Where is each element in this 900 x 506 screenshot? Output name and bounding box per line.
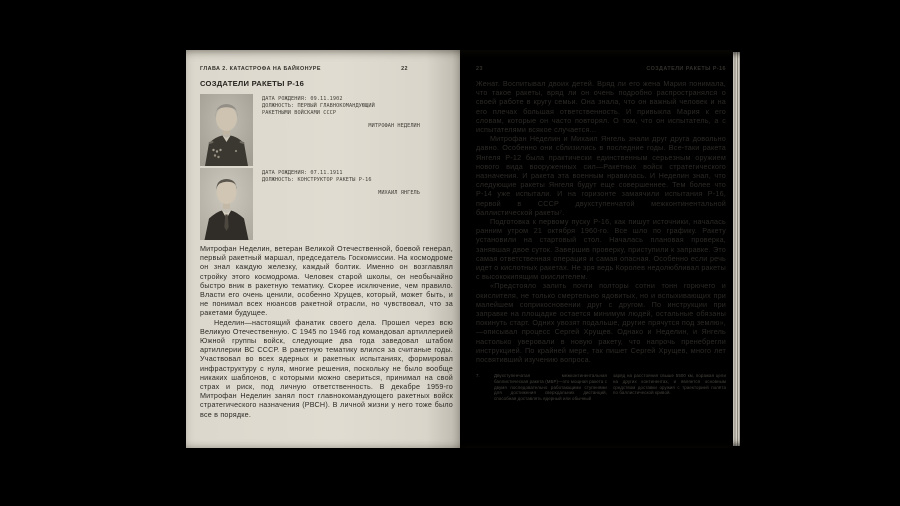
nedelin-name: МИТРОФАН НЕДЕЛИН bbox=[368, 123, 420, 129]
right-running-header-row bbox=[476, 66, 726, 72]
book-spread bbox=[186, 50, 740, 448]
paragraph: Подготовка к первому пуску Р-16, как пишут источники, началась ранним утром 21 октября 1960-го. Все шло по графику. Ракету установили на стартовый стол. Началась плановая проверка, занявшая двое суток. Завершив проверку, приступили к заправке. Это самая ответственная операция и самая опасная. Особенно если речь идет о кислотных ракетах. Не зря ведь Королев недолюбливал ракеты с высококипящим окислителем. bbox=[476, 217, 726, 282]
left-page bbox=[186, 50, 460, 448]
paragraph: Митрофан Неделин, ветеран Великой Отечественной, боевой генерал, первый ракетный маршал, председатель Госкомиссии. На космодроме он знал каждую железку, каждый болтик. Именно он возглавлял стройку этого космодрома. Человек старой школы, он необычайно быстро вник в ракетную тематику. Скорее исключение, чем правило. Власти его очень ценили, особенно Хрущев, который, может быть, и не понимал всех нюансов ракетной отрасли, но чувствовал, что за ракетами будущее. bbox=[200, 244, 453, 318]
paragraph: Неделин—настоящий фанатик своего дела. Прошел через всю Великую Отечественную. С 1945 по 1946 год командовал артиллерией Южной группы войск, следующие два года заведовал штабом артиллерии ВС СССР. В ракетную тематику влился за считаные годы. Участвовал во всех ядерных и ракетных испытаниях, формировал инфраструктуру с нуля, многие решения, поскольку не было вообще никаких шаблонов, с которыми можно свериться, принимал на свой страх и риск, под личную ответственность. В декабре 1959-го Митрофан Неделин занял пост главнокомандующего ракетных войск стратегического назначения (РВСН). В личной жизни у него тоже было все в порядке. bbox=[200, 317, 453, 419]
footnote-column-2: заряд на расстояния свыше 5500 км, поражая цели на других континентах, и является основным средством доставки оружия с траекторией полёта по баллистической кривой. bbox=[613, 373, 726, 396]
right-body-text bbox=[476, 79, 726, 364]
paragraph: Митрофан Неделин и Михаил Янгель знали друг друга довольно давно. Особенно они сблизились в последние годы. Все-таки ракета Янгеля Р-12 была практически единственным серьезным оружием нового вида вооруженных сил—Ракетных войск стратегического назначения. И ракета эта военным нравилась. И Неделин знал, что следующие ракеты Янгеля будут еще совершеннее. Тем более что Р-14 уже испытали. И на горизонте замаячили испытания Р-16, первой в СССР двухступенчатой межконтинентальной баллистической ракеты⁷. bbox=[476, 134, 726, 217]
footnote bbox=[476, 373, 726, 402]
profile-nedelin bbox=[200, 94, 460, 166]
paragraph: Женат. Воспитывал двоих детей. Вряд ли его жена Мария понимала, что такое ракеты, вряд ли он очень подробно распространялся о своей работе в кругу семьи. Она знала, что он важный человек и на его плечах большая ответственность. И привыкла Мария к его словам, которые он часто повторял. О том, что он испытатель, а с испытателями всякое случается... bbox=[476, 79, 726, 135]
left-body-text bbox=[200, 244, 453, 419]
caption-line: ДАТА РОЖДЕНИЯ: 07.11.1911 bbox=[262, 170, 343, 176]
yangel-caption bbox=[262, 168, 420, 240]
caption-line: ДОЛЖНОСТЬ: КОНСТРУКТОР РАКЕТЫ Р-16 bbox=[262, 177, 372, 183]
page-number-left: 22 bbox=[401, 66, 408, 72]
paragraph: «Предстояло залить почти полторы сотни тонн горючего и окислителя, не только смертельно ядовитых, но и вспыхивающих при малейшем соприкосновении друг с другом. По инструкции при заправке на площадке остается минимум людей, остальные обязаны покинуть старт. Одних увозят подальше, другие прячутся под землю»,—описывал процесс Сергей Хрущев. Однако и Неделин, и Янгель настолько уверовали в новую ракету, что напрочь пренебрегли инструкцией. По крайней мере, так пишет Сергей Хрущев, много лет посвятивший изучению вопроса. bbox=[476, 281, 726, 365]
profile-yangel bbox=[200, 168, 460, 240]
yangel-name: МИХАИЛ ЯНГЕЛЬ bbox=[378, 190, 420, 196]
caption-line: ДАТА РОЖДЕНИЯ: 09.11.1902 bbox=[262, 96, 343, 102]
book-fore-edge bbox=[733, 52, 740, 446]
section-title: СОЗДАТЕЛИ РАКЕТЫ Р-16 bbox=[200, 79, 305, 88]
page-number-right: 23 bbox=[476, 66, 483, 72]
footnote-number: 7. bbox=[476, 373, 480, 379]
left-running-header-row bbox=[200, 66, 408, 72]
caption-line: ДОЛЖНОСТЬ: ПЕРВЫЙ ГЛАВНОКОМАНДУЮЩИЙ bbox=[262, 103, 375, 109]
yangel-photo bbox=[200, 168, 253, 240]
running-header: СОЗДАТЕЛИ РАКЕТЫ Р-16 bbox=[646, 66, 726, 72]
nedelin-caption bbox=[262, 94, 420, 166]
running-header: ГЛАВА 2. КАТАСТРОФА НА БАЙКОНУРЕ bbox=[200, 66, 321, 72]
footnote-column-1: Двухступенчатая межконтинентальная баллистическая ракета (МБР)—это мощная ракета с двумя последовательно работающими ступенями для достижения сверхдальних дистанций, способная доставлять ядерный или обычный bbox=[494, 373, 607, 402]
caption-line: РАКЕТНЫМИ ВОЙСКАМИ СССР bbox=[262, 110, 337, 116]
right-page bbox=[460, 50, 733, 448]
nedelin-photo bbox=[200, 94, 253, 166]
